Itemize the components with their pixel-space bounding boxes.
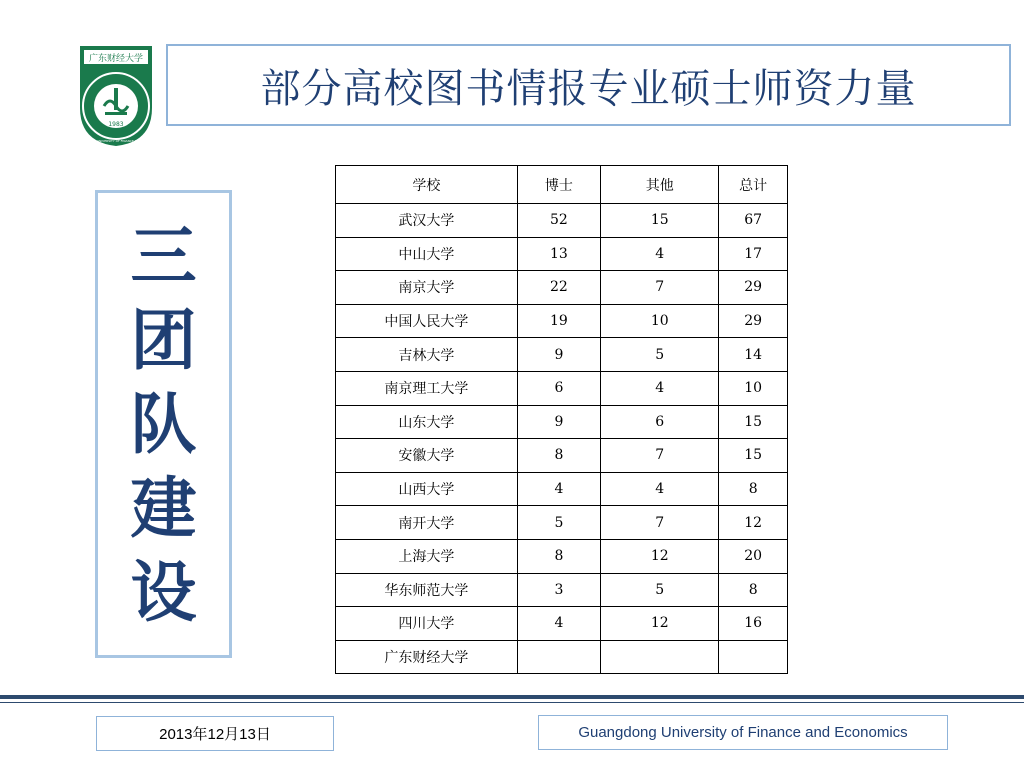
cell-doctor: 6 <box>517 371 600 405</box>
cell-total: 29 <box>719 271 788 305</box>
logo-ring-text: GUANGDONG UNIVERSITY OF FINANCE & ECONOMICS <box>78 139 154 143</box>
table-row <box>336 237 788 271</box>
cell-other: 4 <box>601 371 719 405</box>
faculty-table <box>335 165 788 674</box>
cell-other: 5 <box>601 573 719 607</box>
table-row <box>336 573 788 607</box>
university-name-box <box>538 715 948 750</box>
cell-other: 12 <box>601 607 719 641</box>
cell-other: 7 <box>601 506 719 540</box>
table-row <box>336 204 788 238</box>
cell-doctor: 13 <box>517 237 600 271</box>
university-logo <box>78 44 154 148</box>
section-title-box <box>95 190 232 658</box>
cell-doctor: 5 <box>517 506 600 540</box>
table-row <box>336 640 788 674</box>
cell-total: 67 <box>719 204 788 238</box>
cell-total: 8 <box>719 573 788 607</box>
cell-other: 4 <box>601 472 719 506</box>
logo-year: 1983 <box>108 121 124 128</box>
cell-doctor: 9 <box>517 405 600 439</box>
cell-doctor: 4 <box>517 607 600 641</box>
cell-school: 中山大学 <box>336 237 518 271</box>
cell-total: 15 <box>719 439 788 473</box>
cell-total: 16 <box>719 607 788 641</box>
table-row <box>336 371 788 405</box>
cell-school: 四川大学 <box>336 607 518 641</box>
cell-other: 6 <box>601 405 719 439</box>
cell-other: 7 <box>601 271 719 305</box>
table-row <box>336 405 788 439</box>
cell-doctor: 19 <box>517 304 600 338</box>
cell-doctor <box>517 640 600 674</box>
section-title-char: 队 <box>130 385 197 463</box>
cell-doctor: 8 <box>517 439 600 473</box>
cell-school: 广东财经大学 <box>336 640 518 674</box>
cell-total: 10 <box>719 371 788 405</box>
cell-other: 15 <box>601 204 719 238</box>
section-title-char: 建 <box>130 469 197 547</box>
cell-school: 上海大学 <box>336 539 518 573</box>
table-body <box>336 204 788 674</box>
table-row <box>336 304 788 338</box>
cell-school: 华东师范大学 <box>336 573 518 607</box>
cell-total: 29 <box>719 304 788 338</box>
cell-other: 5 <box>601 338 719 372</box>
title-box <box>166 44 1011 126</box>
cell-total: 20 <box>719 539 788 573</box>
table-row <box>336 607 788 641</box>
cell-doctor: 3 <box>517 573 600 607</box>
header-doctor: 博士 <box>517 166 600 204</box>
cell-doctor: 52 <box>517 204 600 238</box>
footer-date: 2013年12月13日 <box>159 726 271 743</box>
cell-school: 南京理工大学 <box>336 371 518 405</box>
table-row <box>336 472 788 506</box>
cell-doctor: 4 <box>517 472 600 506</box>
page-title: 部分高校图书情报专业硕士师资力量 <box>260 65 917 112</box>
cell-school: 南京大学 <box>336 271 518 305</box>
section-title-char: 团 <box>130 301 197 379</box>
cell-school: 安徽大学 <box>336 439 518 473</box>
cell-doctor: 22 <box>517 271 600 305</box>
header-total: 总计 <box>719 166 788 204</box>
cell-doctor: 9 <box>517 338 600 372</box>
header-other: 其他 <box>601 166 719 204</box>
cell-total: 15 <box>719 405 788 439</box>
cell-school: 吉林大学 <box>336 338 518 372</box>
section-title-char: 设 <box>130 553 197 631</box>
cell-total: 12 <box>719 506 788 540</box>
cell-school: 山东大学 <box>336 405 518 439</box>
cell-total <box>719 640 788 674</box>
cell-other <box>601 640 719 674</box>
header-school: 学校 <box>336 166 518 204</box>
cell-other: 4 <box>601 237 719 271</box>
table-row <box>336 439 788 473</box>
cell-other: 10 <box>601 304 719 338</box>
date-box <box>96 716 334 751</box>
table-header-row <box>336 166 788 204</box>
table-row <box>336 271 788 305</box>
footer-divider-thin <box>0 702 1024 703</box>
footer-divider <box>0 695 1024 699</box>
cell-other: 7 <box>601 439 719 473</box>
footer-university: Guangdong University of Finance and Economics <box>578 724 908 741</box>
cell-school: 中国人民大学 <box>336 304 518 338</box>
logo-top-text: 广东财经大学 <box>88 54 144 64</box>
cell-total: 14 <box>719 338 788 372</box>
cell-school: 山西大学 <box>336 472 518 506</box>
cell-school: 武汉大学 <box>336 204 518 238</box>
cell-other: 12 <box>601 539 719 573</box>
cell-total: 8 <box>719 472 788 506</box>
table-row <box>336 506 788 540</box>
table-row <box>336 539 788 573</box>
table-row <box>336 338 788 372</box>
section-title-char: 三 <box>130 217 197 295</box>
cell-total: 17 <box>719 237 788 271</box>
cell-school: 南开大学 <box>336 506 518 540</box>
cell-doctor: 8 <box>517 539 600 573</box>
